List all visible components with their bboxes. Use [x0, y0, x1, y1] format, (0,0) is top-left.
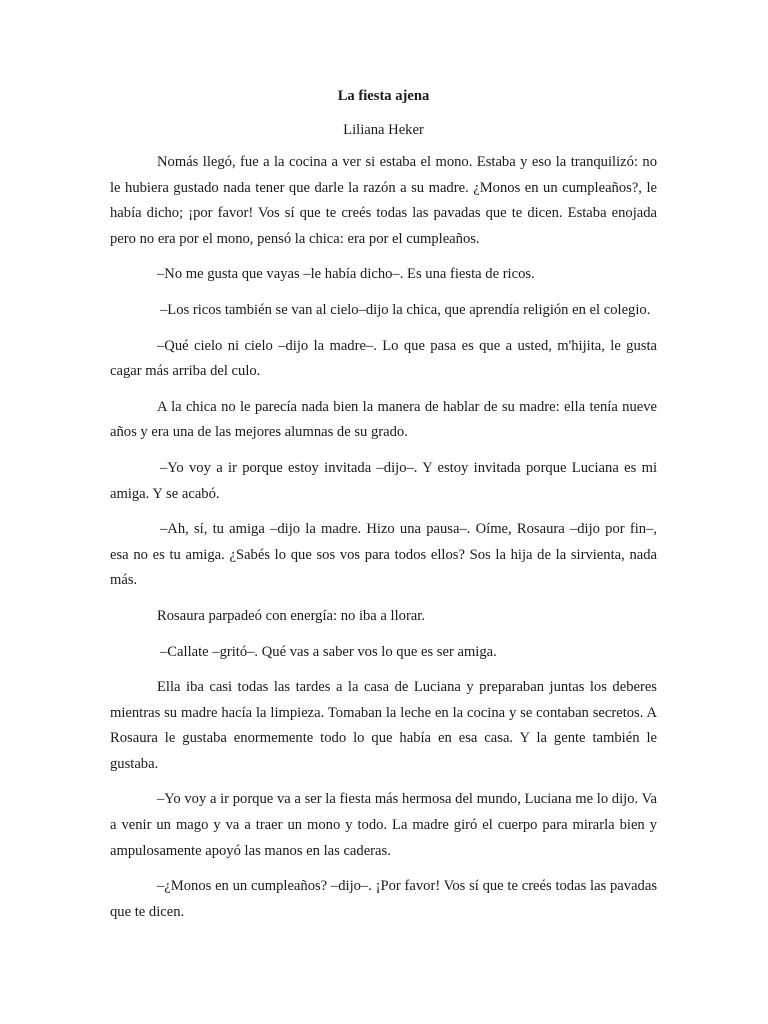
paragraph: –No me gusta que vayas –le había dicho–. Es una fiesta de ricos. — [157, 266, 535, 283]
paragraph: A la chica no le parecía nada bien la manera de hablar de su madre: ella tenía nueve años y era una de las mejores alumnas de su grado. — [110, 398, 657, 441]
paragraph: –¿Monos en un cumpleaños? –dijo–. ¡Por favor! Vos sí que te creés todas las pavadas que te dicen. — [110, 878, 657, 920]
paragraph: –Los ricos también se van al cielo–dijo la chica, que aprendía religión en el colegio. — [160, 301, 651, 318]
paragraph: Rosaura parpadeó con energía: no iba a llorar. — [157, 607, 425, 624]
paragraph: –Yo voy a ir porque estoy invitada –dijo–. Y estoy invitada porque Luciana es mi amiga. Y se acabó. — [110, 459, 657, 502]
paragraph: Nomás llegó, fue a la cocina a ver si estaba el mono. Estaba y eso la tranquilizó: no le hubiera gustado nada tener que darle la razón a su madre. ¿Monos en un cumpleaños?, le había dicho; ¡por favor! Vos sí que te creés todas las pavadas que te dicen. Estaba enojada pero no era por el mono, pensó la chica: era por el cumpleaños. — [110, 154, 657, 247]
paragraph: Ella iba casi todas las tardes a la casa de Luciana y preparaban juntas los deberes mientras su madre hacía la limpieza. Tomaban la leche en la cocina y se contaban secretos. A Rosaura le gustaba enormemente todo lo que había en esa casa. Y la gente también le gustaba. — [110, 679, 657, 772]
paragraph: –Ah, sí, tu amiga –dijo la madre. Hizo una pausa–. Oíme, Rosaura –dijo por fin–, esa no es tu amiga. ¿Sabés lo que sos vos para todos ellos? Sos la hija de la sirvienta, nada más. — [110, 521, 657, 589]
paragraph: –Qué cielo ni cielo –dijo la madre–. Lo que pasa es que a usted, m'hijita, le gusta cagar más arriba del culo. — [110, 337, 657, 380]
document-author: Liliana Heker — [343, 122, 424, 138]
paragraph: –Callate –gritó–. Qué vas a saber vos lo que es ser amiga. — [160, 643, 497, 660]
document-title: La fiesta ajena — [337, 88, 430, 104]
document-page — [110, 86, 657, 925]
paragraph: –Yo voy a ir porque va a ser la fiesta más hermosa del mundo, Luciana me lo dijo. Va a venir un mago y va a traer un mono y todo. La madre giró el cuerpo para mirarla bien y ampulosamente apoyó las manos en las caderas. — [110, 791, 657, 859]
